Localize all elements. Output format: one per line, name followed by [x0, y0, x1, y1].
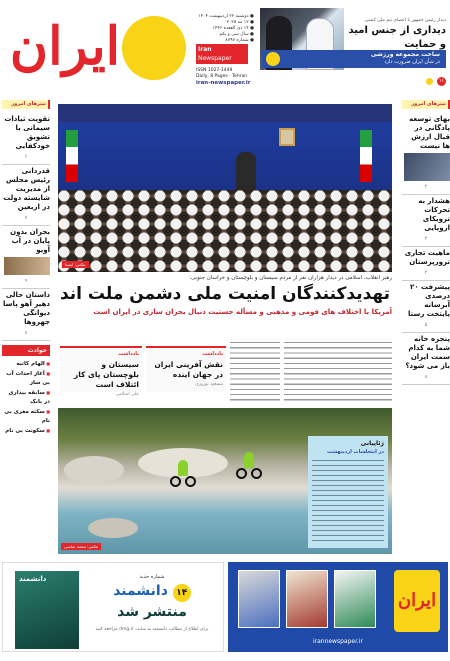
- page-number-badge[interactable]: ۱۱: [438, 78, 445, 84]
- wheel-icon: [170, 476, 181, 487]
- date-line: ● دوشنبه ۲۲ اردیبهشت ۱۴۰۴: [198, 14, 254, 19]
- info-kicker: ژئاپیانی: [360, 440, 384, 447]
- masthead: [0, 0, 450, 98]
- middle-row: [58, 342, 392, 404]
- item-thumbnail: [404, 153, 450, 181]
- magazine-cover: [15, 571, 79, 649]
- headline-kicker: رهبر انقلاب، اسلامی در دیدار هزاران نفر از مردم سیستان و بلوچستان و خراسان جنوبی:: [189, 275, 392, 281]
- list-item[interactable]: [2, 289, 50, 341]
- list-item[interactable]: [402, 281, 450, 333]
- stage-backdrop: [58, 122, 392, 196]
- dot-icon: [426, 78, 433, 85]
- main-photo[interactable]: [58, 104, 392, 272]
- website-link[interactable]: irannewspaper.ir: [312, 638, 364, 645]
- daneshmand-ad[interactable]: [2, 562, 224, 652]
- ad-text-block: [83, 573, 221, 633]
- ad-published: منتشر شد: [117, 604, 187, 620]
- item-thumbnail: [4, 257, 50, 275]
- issue-number-badge: ۱۴: [173, 584, 191, 602]
- list-item[interactable]: [2, 113, 50, 165]
- page-ref: ۴: [424, 270, 428, 276]
- seal-icon: [266, 52, 280, 66]
- website-link[interactable]: iran-newspaper.ir: [196, 80, 251, 86]
- page-ref: ۶: [24, 154, 28, 160]
- list-item[interactable]: [2, 165, 50, 226]
- magazine-cover: [286, 570, 328, 628]
- section-tag: تیترهای امروز: [2, 100, 50, 109]
- main-headline-block[interactable]: [58, 274, 392, 317]
- date-line: ● ۱۴ ذی القعده ۱۴۴۶: [212, 26, 254, 31]
- rock-shape: [88, 518, 138, 538]
- headline-subtitle: آمریکا با اختلاف های قومی و مذهبی و مسأله جستیت دنبال بحران سازی در ایران است: [93, 308, 392, 316]
- wheel-icon: [236, 468, 247, 479]
- top-story-kicker: دیدار رئیس جمهور با اعضای تیم ملی کشتی: [364, 18, 446, 23]
- main-headline: تهدیدکنندگان امنیت ملی دشمن ملت اند: [59, 284, 391, 304]
- list-item[interactable]: ■ الهام کاتبه: [2, 359, 50, 369]
- audience-crowd: [58, 190, 392, 272]
- list-item[interactable]: [402, 333, 450, 385]
- rock-shape: [64, 456, 124, 484]
- hall-banner: [58, 104, 392, 122]
- card-title: نقش آفرینی ایران در جهان اینده: [154, 360, 223, 379]
- issn: ISSN 1027-1449: [196, 68, 233, 73]
- incidents-tag: حوادث: [2, 345, 50, 356]
- flag-icon: [66, 130, 78, 182]
- sun-logo-icon: [122, 16, 186, 80]
- date-line: ● شماره ۸۷۹۷: [225, 38, 254, 43]
- article-body: [284, 342, 392, 404]
- item-title: بحران بدون پایان در آب آویو: [10, 228, 50, 254]
- list-item[interactable]: ■ سابقه بیداری در بانک: [2, 388, 50, 407]
- ad-title: [83, 581, 221, 602]
- cyclist-figure: [172, 460, 194, 488]
- item-title: پنجره خانه شما به کدام سمت ایران باز می شود؟: [405, 335, 450, 370]
- list-item[interactable]: ■ آغاز احداث آب بی ساز: [2, 369, 50, 388]
- photo-credit: عکس: محمد عباسی: [61, 543, 101, 550]
- portrait-frame: [279, 128, 295, 146]
- info-title: در ایتخلسات اردیبهشت: [327, 449, 384, 455]
- page-ref: ۳: [424, 236, 428, 242]
- list-item[interactable]: [402, 247, 450, 281]
- cyclist-figure: [238, 452, 260, 480]
- flag-icon: [360, 130, 372, 182]
- item-title: داستان حالی دهیر آهو پاسا دیوانگی جهروها: [3, 291, 50, 326]
- cyclist-body: [178, 460, 188, 476]
- wheel-icon: [185, 476, 196, 487]
- top-story-bar[interactable]: [262, 50, 446, 68]
- item-title: بهای توسعه پادگانی در قبال ارزش ها نیست: [409, 115, 450, 150]
- info-body-text: [312, 460, 384, 544]
- opinion-card[interactable]: [60, 346, 142, 397]
- ad-title-text: دانشمند: [113, 583, 168, 599]
- section-tag: تیترهای امروز: [402, 100, 450, 109]
- iran-logo: ایران: [394, 570, 440, 632]
- brand-en-iran: Iran: [198, 46, 212, 53]
- list-item[interactable]: ■ سکته مغزی بی نام: [2, 407, 50, 426]
- page-ref: ۵: [424, 322, 428, 328]
- top-story[interactable]: [344, 18, 446, 52]
- list-item[interactable]: [402, 113, 450, 195]
- page-ref-row: [262, 76, 446, 88]
- bar-line-2: در شأن ایران ضرورت دارد: [384, 59, 440, 65]
- bar-line-1: ساخت مجموعه ورزشی: [370, 51, 440, 58]
- list-item[interactable]: [402, 195, 450, 247]
- daily-info: Daily, 8 Pages · Tehran: [196, 74, 248, 79]
- top-story-title: دیداری از جنس امید و حمایت: [348, 25, 446, 50]
- article-body: [230, 342, 280, 404]
- tourism-info-box[interactable]: [308, 436, 388, 548]
- item-title: هشدار به تحرکات ترویکای اروپایی: [418, 197, 450, 232]
- card-author: مسعود نوروزی: [195, 382, 223, 387]
- opinion-card[interactable]: [146, 346, 226, 392]
- photo-credit: عکس: ایسنا: [62, 261, 89, 268]
- ad-footnote: برای اطلاع از مطالب دانشمند به سایت dmg.ir مراجعه کنید: [95, 627, 209, 632]
- date-line: ● ۱۲ مه ۲۰۲۵: [226, 20, 254, 25]
- list-item[interactable]: [2, 226, 50, 289]
- list-item[interactable]: ■ سکونت بی نام: [2, 426, 50, 436]
- cyclist-body: [244, 452, 254, 468]
- item-title: پیشرفت ۲۰ درصدی آبرسانه پایتخت رستا: [407, 283, 450, 318]
- wheel-icon: [251, 468, 262, 479]
- incidents-list: [2, 359, 50, 436]
- issue-date-block: [190, 14, 254, 44]
- newspaper-logo[interactable]: ایران: [9, 16, 121, 77]
- contact-block: [196, 68, 256, 86]
- page-ref: ۹: [24, 278, 28, 284]
- card-author: علی اسلامی: [115, 392, 139, 397]
- brand-en-newspaper: Newspaper: [198, 55, 232, 62]
- magazine-cover: [334, 570, 376, 628]
- cyclists-river-photo[interactable]: [58, 408, 392, 554]
- item-title: تقویت تیادات سیمانی با تشویق خودکفایی: [4, 115, 50, 150]
- date-line: ● سال سی و یکم: [219, 32, 254, 37]
- page-ref: ۸: [424, 374, 428, 380]
- speaker-figure: [236, 152, 256, 194]
- iran-newspaper-ad[interactable]: [228, 562, 448, 652]
- page-ref: ۷: [24, 215, 28, 221]
- english-brand-box: [196, 44, 248, 64]
- card-title: سیستان و بلوچستان پای کار ائتلاف است: [73, 360, 139, 389]
- item-title: ماهیت تجاری ترورپرستان: [404, 249, 450, 266]
- card-kicker: یادداشت: [202, 351, 223, 357]
- poster-title: دانشمند: [19, 575, 47, 583]
- card-kicker: یادداشت: [118, 351, 139, 357]
- magazine-cover: [238, 570, 280, 628]
- left-column: [2, 100, 50, 436]
- ad-kicker: شماره جدید: [139, 574, 165, 580]
- item-title: قدردانی رئیس مجلس از مدیریت شایسته دولت در اربعین: [3, 167, 50, 211]
- page-ref: ۲: [424, 184, 428, 190]
- right-column: [402, 100, 450, 385]
- page-ref: ۸: [24, 330, 28, 336]
